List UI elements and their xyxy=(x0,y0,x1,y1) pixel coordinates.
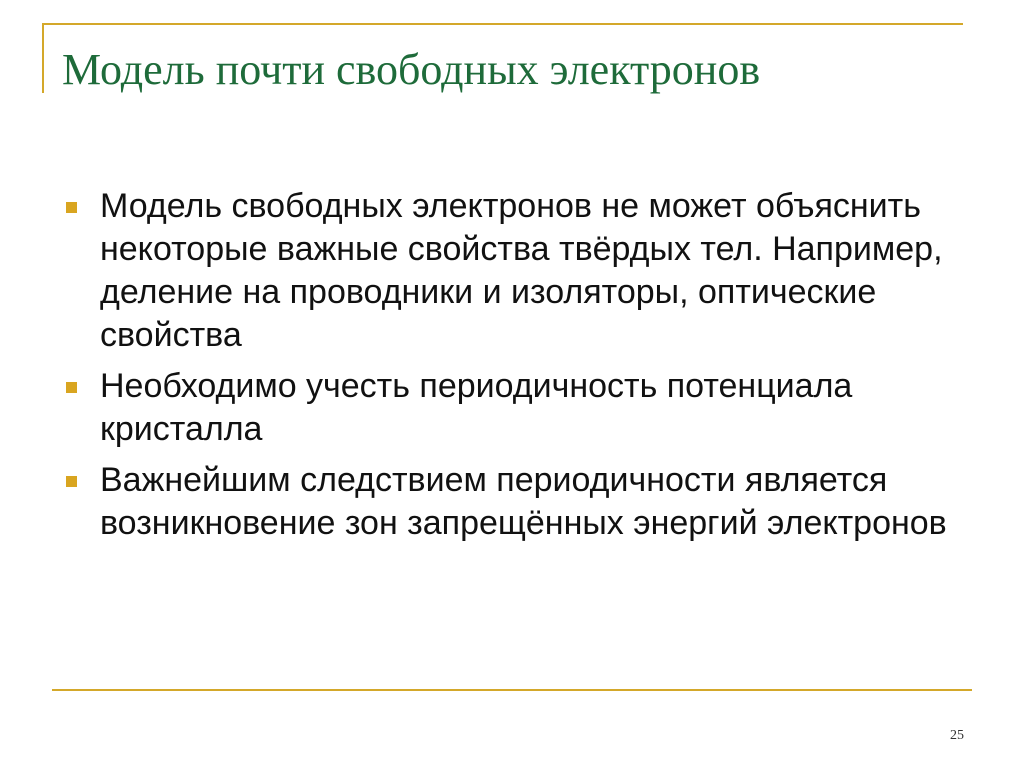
square-bullet-icon xyxy=(66,476,77,487)
page-number: 25 xyxy=(950,728,964,743)
title-frame-left-line xyxy=(42,23,44,93)
bullet-text: Модель свободных электронов не может объяснить некоторые важные свойства твёрдых тел. Например, деление на проводники и изоляторы, оптические свойства xyxy=(100,187,943,354)
bullet-list xyxy=(62,185,962,553)
square-bullet-icon xyxy=(66,202,77,213)
bullet-text: Необходимо учесть периодичность потенциала кристалла xyxy=(100,367,853,448)
title-frame-top-line xyxy=(42,23,963,25)
bullet-text: Важнейшим следствием периодичности является возникновение зон запрещённых энергий электронов xyxy=(100,461,947,542)
square-bullet-icon xyxy=(66,382,77,393)
bullet-item xyxy=(62,365,962,451)
bullet-item xyxy=(62,459,962,545)
bottom-divider xyxy=(52,689,972,691)
bullet-item xyxy=(62,185,962,357)
slide-title: Модель почти свободных электронов xyxy=(62,45,761,94)
